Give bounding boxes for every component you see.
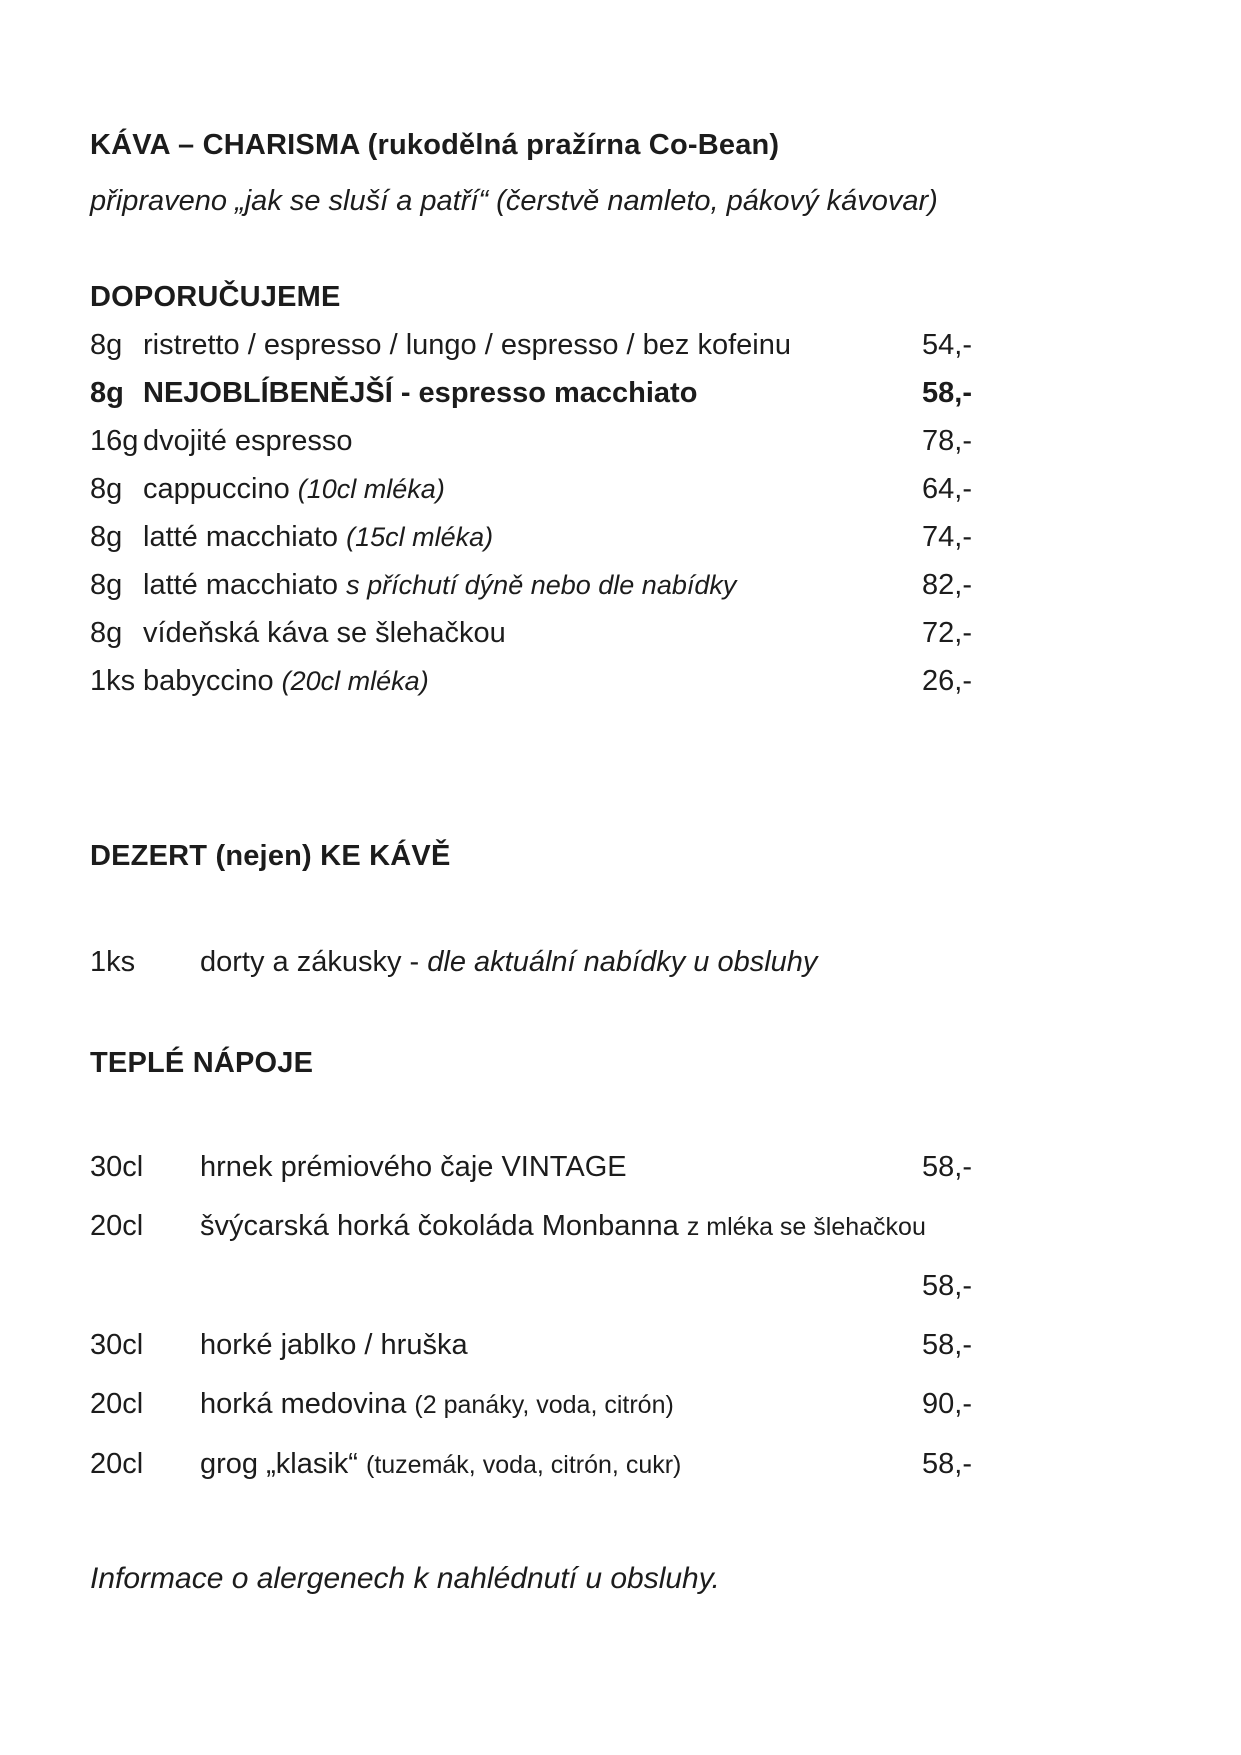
section-heading: DOPORUČUJEME <box>90 281 341 313</box>
allergen-note: Informace o alergenech k nahlédnutí u obsluhy. <box>90 1562 720 1595</box>
item-price: 74,- <box>922 521 972 553</box>
item-size: 8g <box>90 473 123 505</box>
item-price: 58,- <box>922 1270 972 1302</box>
section-heading: TEPLÉ NÁPOJE <box>90 1047 314 1079</box>
menu-section <box>90 280 1201 699</box>
item-name: švýcarská horká čokoláda Monbanna <box>200 1210 679 1242</box>
item-name: dvojité espresso <box>143 425 353 457</box>
item-price: 58,- <box>922 1448 972 1480</box>
item-price: 58,- <box>922 377 972 409</box>
item-size: 30cl <box>90 1151 144 1183</box>
menu-item-row <box>90 568 1201 603</box>
item-name: ristretto / espresso / lungo / espresso / bez kofeinu <box>143 329 791 361</box>
item-note: z mléka se šlehačkou <box>686 1213 926 1241</box>
item-size: 8g <box>90 569 123 601</box>
menu-item-row <box>90 664 1201 699</box>
item-size: 20cl <box>90 1388 144 1420</box>
item-name: cappuccino <box>143 473 290 505</box>
item-name: horké jablko / hruška <box>200 1329 468 1361</box>
item-note: (tuzemák, voda, citrón, cukr) <box>366 1451 682 1479</box>
menu-sections <box>90 280 1201 1483</box>
item-name: latté macchiato <box>143 569 339 601</box>
menu-item-price-row <box>90 1269 1201 1304</box>
item-size: 1ks <box>90 946 136 978</box>
section-items <box>90 1150 1201 1483</box>
item-name: hrnek prémiového čaje VINTAGE <box>200 1151 627 1183</box>
item-name: grog „klasik“ <box>200 1448 358 1480</box>
item-price: 64,- <box>922 473 972 505</box>
menu-section <box>90 1046 1201 1483</box>
item-size: 8g <box>90 521 123 553</box>
item-size: 30cl <box>90 1329 144 1361</box>
item-note: (20cl mléka) <box>281 666 429 696</box>
menu-item-row <box>90 1328 1201 1363</box>
section-items <box>90 945 1201 980</box>
item-price: 26,- <box>922 665 972 697</box>
item-size: 1ks <box>90 665 136 697</box>
item-price: 82,- <box>922 569 972 601</box>
item-size: 8g <box>90 617 123 649</box>
item-name: latté macchiato <box>143 521 339 553</box>
item-price: 54,- <box>922 329 972 361</box>
section-heading: DEZERT (nejen) KE KÁVĚ <box>90 840 451 872</box>
item-note: (2 panáky, voda, citrón) <box>414 1391 674 1419</box>
menu-item-row <box>90 1447 1201 1483</box>
item-price: 58,- <box>922 1329 972 1361</box>
menu-item-row <box>90 424 1201 459</box>
menu-section <box>90 839 1201 980</box>
item-price: 78,- <box>922 425 972 457</box>
item-note: dle aktuální nabídky u obsluhy <box>427 946 818 978</box>
item-name: dorty a zákusky - <box>200 946 420 978</box>
menu-item-row <box>90 1150 1201 1185</box>
menu-item-row <box>90 1387 1201 1423</box>
page-subtitle: připraveno „jak se sluší a patří“ (čerstvě namleto, pákový kávovar) <box>90 185 938 217</box>
item-note: (10cl mléka) <box>297 474 445 504</box>
item-price: 58,- <box>922 1151 972 1183</box>
item-price: 90,- <box>922 1388 972 1420</box>
item-size: 16g <box>90 425 139 457</box>
item-note: s příchutí dýně nebo dle nabídky <box>346 570 737 600</box>
item-name: vídeňská káva se šlehačkou <box>143 617 506 649</box>
item-name: NEJOBLÍBENĚJŠÍ - espresso macchiato <box>143 377 698 409</box>
menu-item-row <box>90 1209 1201 1245</box>
item-note: (15cl mléka) <box>346 522 494 552</box>
item-size: 20cl <box>90 1210 144 1242</box>
menu-item-row <box>90 520 1201 555</box>
section-items <box>90 328 1201 699</box>
page-title: KÁVA – CHARISMA (rukodělná pražírna Co-Bean) <box>90 129 780 161</box>
item-name: babyccino <box>143 665 274 697</box>
menu-item-row <box>90 616 1201 651</box>
item-price: 72,- <box>922 617 972 649</box>
item-name: horká medovina <box>200 1388 407 1420</box>
item-size: 20cl <box>90 1448 144 1480</box>
menu-item-row <box>90 328 1201 363</box>
menu-item-row <box>90 376 1201 411</box>
item-size: 8g <box>90 377 124 409</box>
menu-item-row <box>90 945 1201 980</box>
menu-item-row <box>90 472 1201 507</box>
item-size: 8g <box>90 329 123 361</box>
